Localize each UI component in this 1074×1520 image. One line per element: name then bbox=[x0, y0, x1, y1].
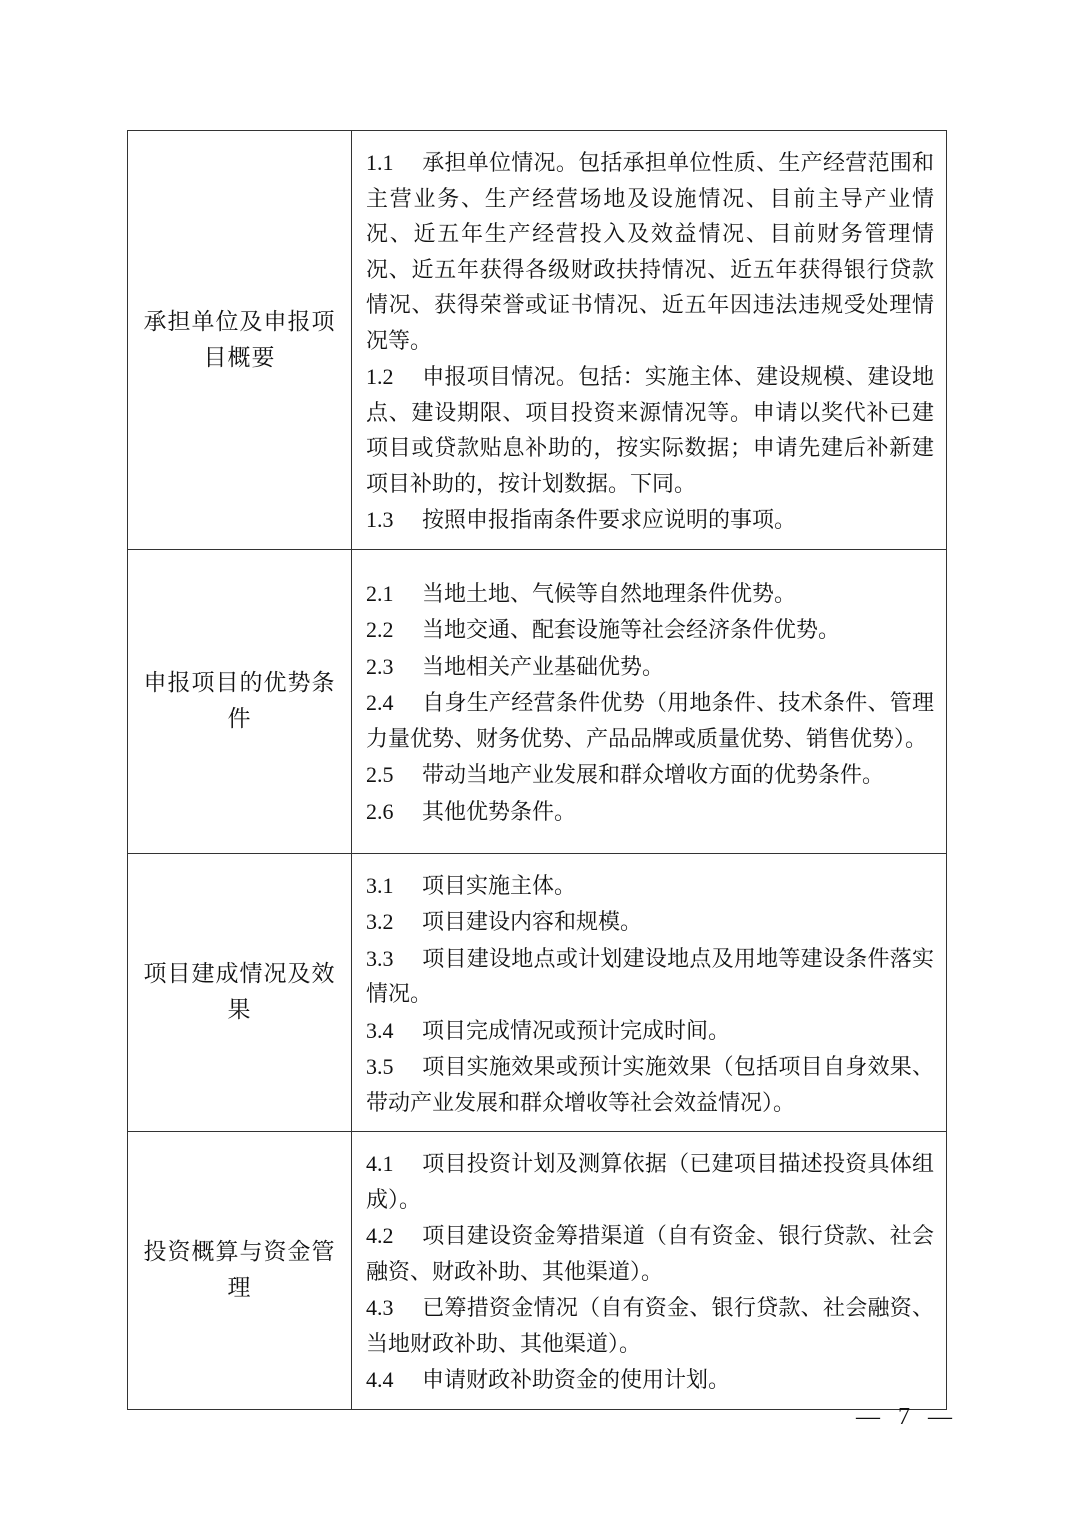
list-item bbox=[366, 1146, 934, 1218]
item-text: 已筹措资金情况（自有资金、银行贷款、社会融资、当地财政补助、其他渠道）。 bbox=[366, 1296, 934, 1357]
table-row bbox=[128, 853, 947, 1132]
list-item bbox=[366, 649, 934, 686]
item-number: 2.5 bbox=[366, 762, 394, 788]
row-label: 申报项目的优势条件 bbox=[128, 549, 352, 853]
row-content bbox=[352, 549, 947, 853]
list-item bbox=[366, 685, 934, 757]
item-text: 当地交通、配套设施等社会经济条件优势。 bbox=[422, 618, 841, 644]
page-number: — 7 — bbox=[856, 1404, 958, 1430]
item-text: 项目建设地点或计划建设地点及用地等建设条件落实情况。 bbox=[366, 946, 934, 1007]
item-text: 申请财政补助资金的使用计划。 bbox=[422, 1368, 731, 1393]
item-number: 4.1 bbox=[366, 1151, 394, 1176]
item-text: 承担单位情况。包括承担单位性质、生产经营范围和主营业务、生产经营场地及设施情况、目前主导产业情况、近五年生产经营投入及效益情况、目前财务管理情况、近五年获得各级财政扶持情况、近五年获得银行贷款情况、获得荣誉或证书情况、近五年因违法违规受处理情况等。 bbox=[366, 151, 934, 354]
item-text: 自身生产经营条件优势（用地条件、技术条件、管理力量优势、财务优势、产品品牌或质量优势、销售优势）。 bbox=[366, 691, 934, 752]
list-item bbox=[366, 904, 934, 941]
item-text: 按照申报指南条件要求应说明的事项。 bbox=[422, 508, 797, 533]
item-text: 项目实施主体。 bbox=[422, 873, 577, 899]
item-number: 2.2 bbox=[366, 617, 394, 643]
item-text: 项目建设资金筹措渠道（自有资金、银行贷款、社会融资、财政补助、其他渠道）。 bbox=[366, 1224, 934, 1285]
item-number: 3.4 bbox=[366, 1017, 394, 1043]
item-number: 4.3 bbox=[366, 1295, 394, 1320]
row-content bbox=[352, 853, 947, 1132]
item-number: 3.5 bbox=[366, 1054, 394, 1079]
table-row bbox=[128, 549, 947, 853]
item-text: 当地相关产业基础优势。 bbox=[422, 654, 665, 680]
item-number: 1.1 bbox=[366, 150, 394, 175]
list-item bbox=[366, 576, 934, 613]
list-item bbox=[366, 1218, 934, 1290]
item-text: 其他优势条件。 bbox=[422, 799, 577, 825]
content-table bbox=[127, 130, 947, 1410]
list-item bbox=[366, 612, 934, 649]
list-item bbox=[366, 794, 934, 831]
item-text: 项目建设内容和规模。 bbox=[422, 910, 643, 935]
item-number: 4.2 bbox=[366, 1223, 394, 1248]
item-number: 4.4 bbox=[366, 1367, 394, 1392]
item-text: 申报项目情况。包括：实施主体、建设规模、建设地点、建设期限、项目投资来源情况等。申请以奖代补已建项目或贷款贴息补助的，按实际数据；申请先建后补新建项目补助的，按计划数据。下同。 bbox=[366, 365, 934, 497]
item-number: 2.3 bbox=[366, 653, 394, 679]
item-number: 2.4 bbox=[366, 690, 394, 716]
list-item bbox=[366, 145, 934, 359]
row-content bbox=[352, 131, 947, 550]
list-item bbox=[366, 1013, 934, 1050]
item-text: 项目完成情况或预计完成时间。 bbox=[422, 1018, 731, 1044]
list-item bbox=[366, 757, 934, 794]
item-number: 1.2 bbox=[366, 364, 394, 389]
item-text: 当地土地、气候等自然地理条件优势。 bbox=[422, 581, 797, 607]
list-item bbox=[366, 502, 934, 539]
row-label: 项目建成情况及效果 bbox=[128, 853, 352, 1132]
row-content bbox=[352, 1132, 947, 1410]
list-item bbox=[366, 941, 934, 1013]
item-number: 2.6 bbox=[366, 798, 394, 824]
item-number: 3.2 bbox=[366, 909, 394, 934]
item-number: 2.1 bbox=[366, 580, 394, 606]
item-text: 带动当地产业发展和群众增收方面的优势条件。 bbox=[422, 763, 885, 789]
item-number: 3.3 bbox=[366, 945, 394, 971]
item-text: 项目实施效果或预计实施效果（包括项目自身效果、带动产业发展和群众增收等社会效益情况）。 bbox=[366, 1055, 934, 1116]
list-item bbox=[366, 868, 934, 905]
item-number: 3.1 bbox=[366, 872, 394, 898]
list-item bbox=[366, 1290, 934, 1362]
row-label: 投资概算与资金管理 bbox=[128, 1132, 352, 1410]
list-item bbox=[366, 1362, 934, 1399]
table-body bbox=[128, 131, 947, 1410]
table-row bbox=[128, 1132, 947, 1410]
row-label: 承担单位及申报项目概要 bbox=[128, 131, 352, 550]
table-row bbox=[128, 131, 947, 550]
item-text: 项目投资计划及测算依据（已建项目描述投资具体组成）。 bbox=[366, 1152, 934, 1213]
list-item bbox=[366, 1049, 934, 1121]
list-item bbox=[366, 359, 934, 502]
item-number: 1.3 bbox=[366, 507, 394, 532]
